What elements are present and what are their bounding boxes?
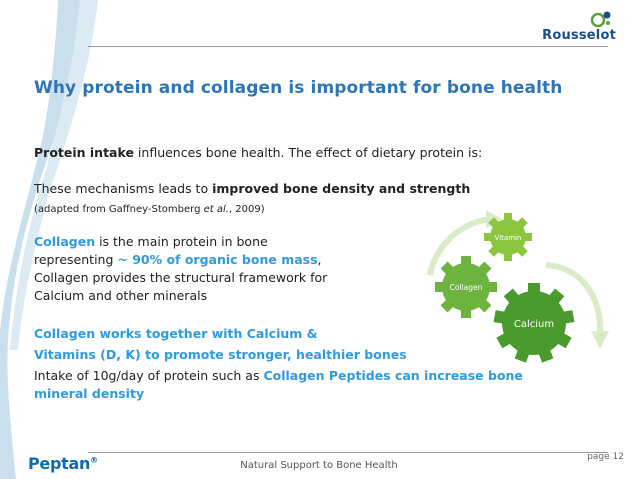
mechanisms-line bbox=[34, 180, 470, 198]
intake-blue-1: Collagen Peptides can increase bone bbox=[263, 368, 523, 383]
mechanisms-pre: These mechanisms leads to bbox=[34, 181, 213, 196]
citation-pre: (adapted from Gaffney-Stomberg bbox=[34, 204, 204, 215]
citation-italic: et al. bbox=[203, 204, 229, 215]
calcium-label: Calcium bbox=[513, 319, 555, 330]
header-rule bbox=[88, 46, 608, 47]
rousselot-logo bbox=[506, 10, 616, 44]
page-number: page 12 bbox=[587, 452, 624, 462]
gear-diagram bbox=[420, 205, 620, 375]
rousselot-wordmark: Rousselot bbox=[542, 28, 616, 43]
slide-title: Why protein and collagen is important for bone health bbox=[34, 78, 563, 98]
collagen-label: Collagen bbox=[449, 283, 483, 292]
mechanisms-bold: improved bone density and strength bbox=[212, 181, 471, 196]
works-line-2: Vitamins (D, K) to promote stronger, healthier bones bbox=[34, 347, 407, 362]
collagen-line-2-post: , bbox=[317, 252, 322, 267]
cycle-arrow-right-head bbox=[591, 331, 609, 349]
rousselot-mark-icon bbox=[590, 10, 612, 28]
collagen-line-1-rest: is the main protein in bone bbox=[95, 234, 268, 249]
footer-rule bbox=[88, 452, 608, 453]
peptan-wordmark: Peptan bbox=[28, 454, 91, 473]
footer-tagline: Natural Support to Bone Health bbox=[240, 460, 398, 471]
collagen-line-1 bbox=[34, 233, 268, 251]
collagen-percent: ~ 90% of organic bone mass bbox=[117, 252, 318, 267]
intake-line-2: mineral density bbox=[34, 386, 145, 401]
collagen-gear bbox=[435, 256, 497, 318]
vitamin-label: Vitamin bbox=[494, 234, 522, 242]
collagen-line-3: Collagen provides the structural framework for bbox=[34, 270, 328, 285]
collagen-line-2-pre: representing bbox=[34, 252, 118, 267]
vitamin-gear bbox=[484, 213, 532, 261]
citation-line bbox=[34, 201, 265, 219]
calcium-gear bbox=[494, 283, 575, 363]
works-line-1: Collagen works together with Calcium & bbox=[34, 326, 318, 341]
collagen-line-2 bbox=[34, 251, 322, 269]
protein-intake-bold: Protein intake bbox=[34, 145, 134, 160]
intake-pre: Intake of 10g/day of protein such as bbox=[34, 368, 264, 383]
protein-intake-rest: influences bone health. The effect of dietary protein is: bbox=[133, 145, 483, 160]
protein-intake-line bbox=[34, 144, 482, 162]
citation-post: , 2009) bbox=[228, 204, 265, 215]
collagen-word: Collagen bbox=[34, 234, 96, 249]
registered-mark: ® bbox=[90, 455, 98, 465]
collagen-line-4: Calcium and other minerals bbox=[34, 288, 208, 303]
